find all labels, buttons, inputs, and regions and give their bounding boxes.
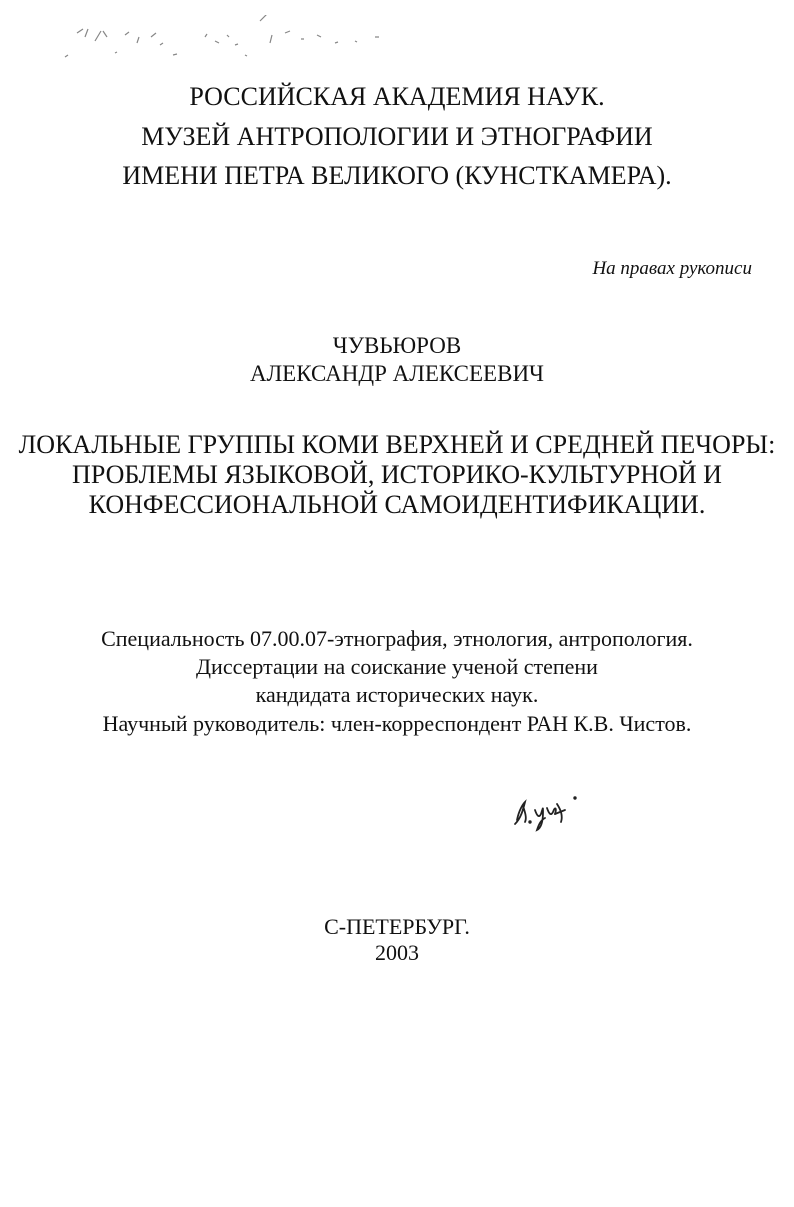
specialty-line-2: Диссертации на соискание ученой степени <box>196 654 598 679</box>
institution-line-2: МУЗЕЙ АНТРОПОЛОГИИ И ЭТНОГРАФИИ <box>141 122 653 151</box>
specialty-line-3: кандидата исторических наук. <box>255 682 539 707</box>
title-line-3: КОНФЕССИОНАЛЬНОЙ САМОИДЕНТИФИКАЦИИ. <box>88 490 706 519</box>
title-line-1: ЛОКАЛЬНЫЕ ГРУППЫ КОМИ ВЕРХНЕЙ И СРЕДНЕЙ ПЕЧОРЫ: <box>18 430 776 459</box>
author-name: АЛЕКСАНДР АЛЕКСЕЕВИЧ <box>249 361 545 386</box>
manuscript-note: На правах рукописи <box>592 258 752 279</box>
handwritten-signature <box>505 792 585 842</box>
specialty-line-4: Научный руководитель: член-корреспондент РАН К.В. Чистов. <box>102 711 692 736</box>
title-line-2: ПРОБЛЕМЫ ЯЗЫКОВОЙ, ИСТОРИКО-КУЛЬТУРНОЙ И <box>72 460 722 489</box>
city: С-ПЕТЕРБУРГ. <box>324 914 470 939</box>
scan-marks <box>55 15 415 70</box>
institution-line-3: ИМЕНИ ПЕТРА ВЕЛИКОГО (КУНСТКАМЕРА). <box>122 161 672 190</box>
year: 2003 <box>375 940 419 965</box>
institution-line-1: РОССИЙСКАЯ АКАДЕМИЯ НАУК. <box>189 82 605 111</box>
specialty-line-1: Специальность 07.00.07-этнография, этнология, антропология. <box>101 626 693 651</box>
author-surname: ЧУВЬЮРОВ <box>332 333 462 358</box>
